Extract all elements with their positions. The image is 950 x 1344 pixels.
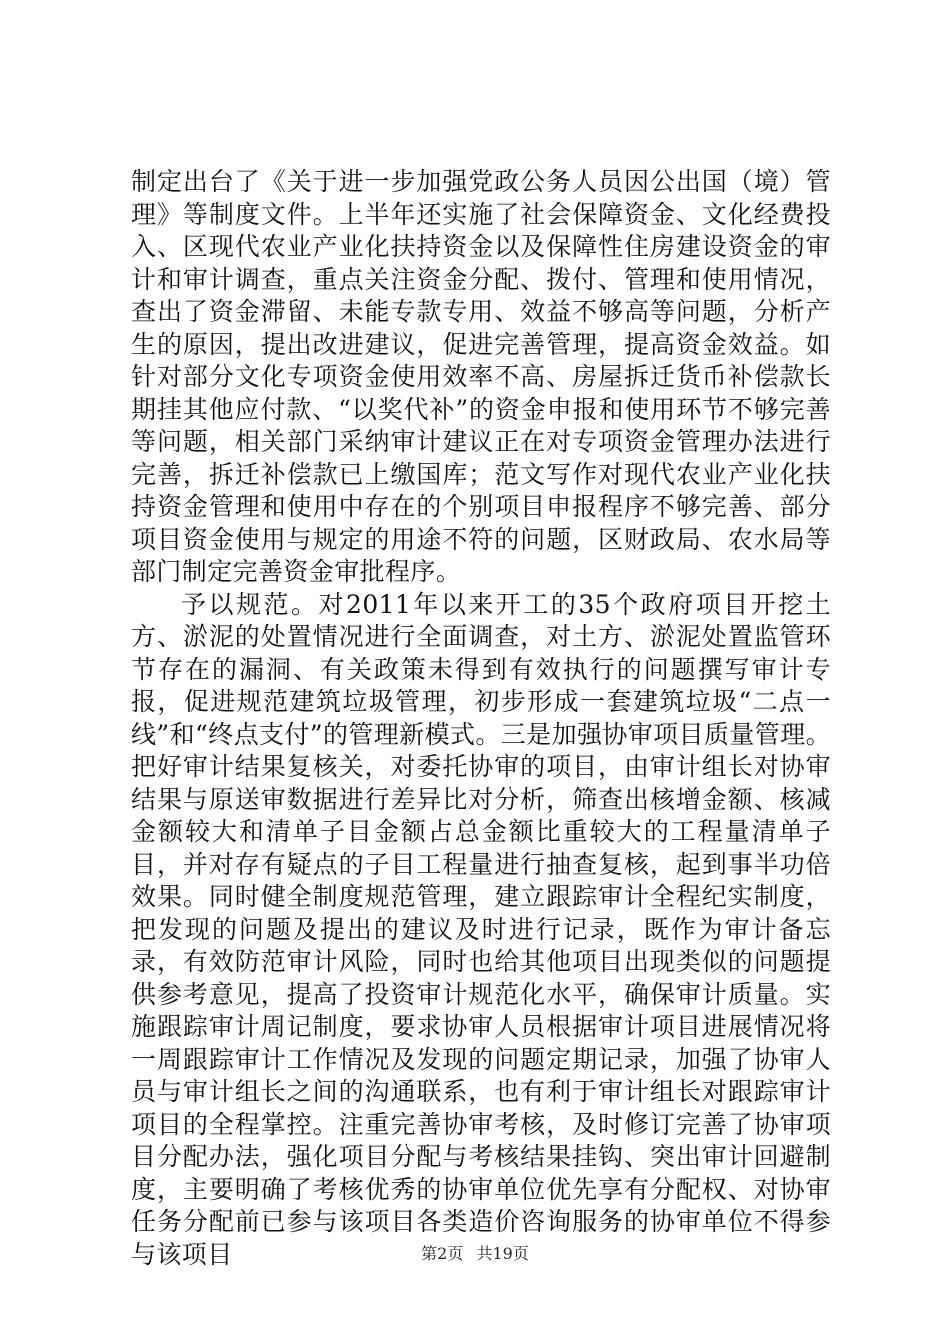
paragraph-2: 予以规范。对2011年以来开工的35个政府项目开挖土方、淤泥的处置情况进行全面调查，对土方、淤泥处置监管环节存在的漏洞、有关政策未得到有效执行的问题撰写审计专报，促进规范建筑垃圾管理，初步形成一套建筑垃圾“二点一线”和“终点支付”的管理新模式。三是加强协审项目质量管理。把好审计结果复核关，对委托协审的项目，由审计组长对协审结果与原送审数据进行差异比对分析，筛查出核增金额、核减金额较大和清单子目金额占总金额比重较大的工程量清单子目，并对存有疑点的子目工程量进行抽查复核，起到事半功倍效果。同时健全制度规范管理，建立跟踪审计全程纪实制度，把发现的问题及提出的建议及时进行记录，既作为审计备忘录，有效防范审计风险，同时也给其他项目出现类似的问题提供参考意见，提高了投资审计规范化水平，确保审计质量。实施跟踪审计周记制度，要求协审人员根据审计项目进展情况将一周跟踪审计工作情况及发现的问题定期记录，加强了协审人员与审计组长之间的沟通联系，也有利于审计组长对跟踪审计项目的全程掌控。注重完善协审考核，及时修订完善了协审项目分配办法，强化项目分配与考核结果挂钩、突出审计回避制度，主要明确了考核优秀的协审单位优先享有分配权、对协审任务分配前已参与该项目各类造价咨询服务的协审单位不得参与该项目 [131,589,831,1269]
document-body [131,166,831,1271]
page-number: 第2页 [421,1244,464,1263]
page-total: 共19页 [476,1244,529,1263]
paragraph-1: 制定出台了《关于进一步加强党政公务人员因公出国（境）管理》等制度文件。上半年还实施了社会保障资金、文化经费投入、区现代农业产业化扶持资金以及保障性住房建设资金的审计和审计调查，重点关注资金分配、拨付、管理和使用情况，查出了资金滞留、未能专款专用、效益不够高等问题，分析产生的原因，提出改进建议，促进完善管理，提高资金效益。如针对部分文化专项资金使用效率不高、房屋拆迁货币补偿款长期挂其他应付款、“以奖代补”的资金申报和使用环节不够完善等问题，相关部门采纳审计建议正在对专项资金管理办法进行完善，拆迁补偿款已上缴国库；范文写作对现代农业产业化扶持资金管理和使用中存在的个别项目申报程序不够完善、部分项目资金使用与规定的用途不符的问题，区财政局、农水局等部门制定完善资金审批程序。 [131,167,831,586]
page-footer [0,1244,950,1264]
